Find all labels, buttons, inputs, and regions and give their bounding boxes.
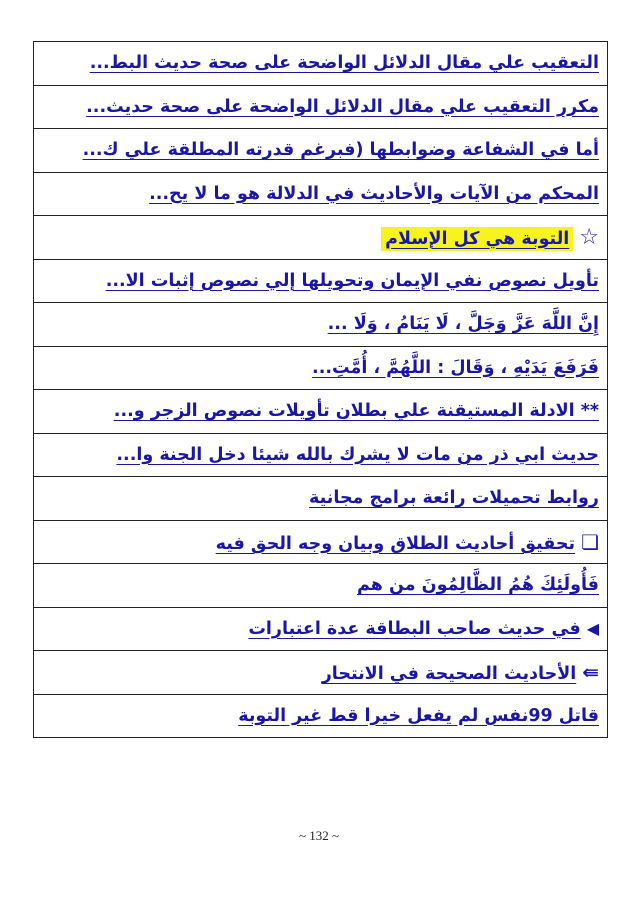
article-link[interactable]: فَأُولَئِكَ هُمُ الظَّالِمُونَ من هم: [357, 575, 599, 596]
article-link[interactable]: التوبة هي كل الإسلام: [381, 227, 573, 251]
table-cell: [34, 42, 608, 86]
table-row: [34, 259, 608, 303]
article-link[interactable]: تأويل نصوص نفي الإيمان وتحويلها إلي نصوص إثبات الا...: [105, 270, 599, 291]
triangle-left-icon: ◀: [586, 618, 599, 638]
table-row: [34, 433, 608, 477]
article-link[interactable]: روابط تحميلات رائعة برامج مجانية: [309, 488, 599, 509]
table-row: [34, 216, 608, 260]
checkbox-icon: ❏: [581, 529, 599, 554]
table-cell: [34, 346, 608, 390]
article-link[interactable]: التعقيب علي مقال الدلائل الواضحة على صحة حديث البط...: [89, 53, 599, 74]
table-row: [34, 651, 608, 695]
table-cell: [34, 216, 608, 260]
table-cell: [34, 564, 608, 608]
table-cell: [34, 390, 608, 434]
table-cell: [34, 433, 608, 477]
page-number: ~ 132 ~: [298, 828, 340, 843]
star-icon: ☆: [579, 224, 599, 250]
article-link[interactable]: ** الادلة المستيقنة علي بطلان تأويلات نصوص الزجر و...: [113, 401, 599, 422]
table-cell: [34, 520, 608, 564]
table-cell: [34, 651, 608, 695]
table-row: [34, 694, 608, 738]
triple-arrow-left-icon: ⇚: [582, 660, 599, 685]
table-row: [34, 303, 608, 347]
article-link[interactable]: مكرر التعقيب علي مقال الدلائل الواضحة على صحة حديث...: [86, 96, 599, 117]
article-link[interactable]: فَرَفَعَ يَدَيْهِ ، وَقَالَ : اللَّهُمَّ ، أُمَّتِ...: [312, 357, 599, 378]
table-row: [34, 607, 608, 651]
table-row: [34, 520, 608, 564]
article-link[interactable]: حديث ابي ذر من مات لا يشرك بالله شيئا دخل الجنة وا...: [116, 444, 599, 465]
table-row: [34, 390, 608, 434]
table-row: [34, 477, 608, 521]
link-table: [33, 41, 608, 738]
table-cell: [34, 477, 608, 521]
article-link[interactable]: إِنَّ اللَّهَ عَزَّ وَجَلَّ ، لَا يَنَامُ ، وَلَا ...: [327, 314, 599, 335]
article-link[interactable]: الأحاديث الصحيحة في الانتحار: [321, 664, 577, 685]
table-cell: [34, 129, 608, 173]
article-link[interactable]: أما في الشفاعة وضوابطها (فبرغم قدرته المطلقة علي ك...: [82, 140, 599, 161]
table-row: [34, 564, 608, 608]
table-cell: [34, 259, 608, 303]
article-link[interactable]: تحقيق أحاديث الطلاق وبيان وجه الحق فيه: [215, 533, 576, 554]
table-row: [34, 129, 608, 173]
table-cell: [34, 172, 608, 216]
table-row: [34, 172, 608, 216]
article-link[interactable]: المحكم من الآيات والأحاديث في الدلالة هو ما لا يح...: [149, 183, 599, 204]
table-row: [34, 42, 608, 86]
table-cell: [34, 303, 608, 347]
table-row: [34, 85, 608, 129]
table-row: [34, 346, 608, 390]
article-link[interactable]: قاتل 99نفس لم يفعل خيرا قط غير التوبة: [238, 705, 599, 726]
article-link[interactable]: في حديث صاحب البطاقة عدة اعتبارات: [248, 618, 581, 639]
table-cell: [34, 694, 608, 738]
table-cell: [34, 607, 608, 651]
table-cell: [34, 85, 608, 129]
